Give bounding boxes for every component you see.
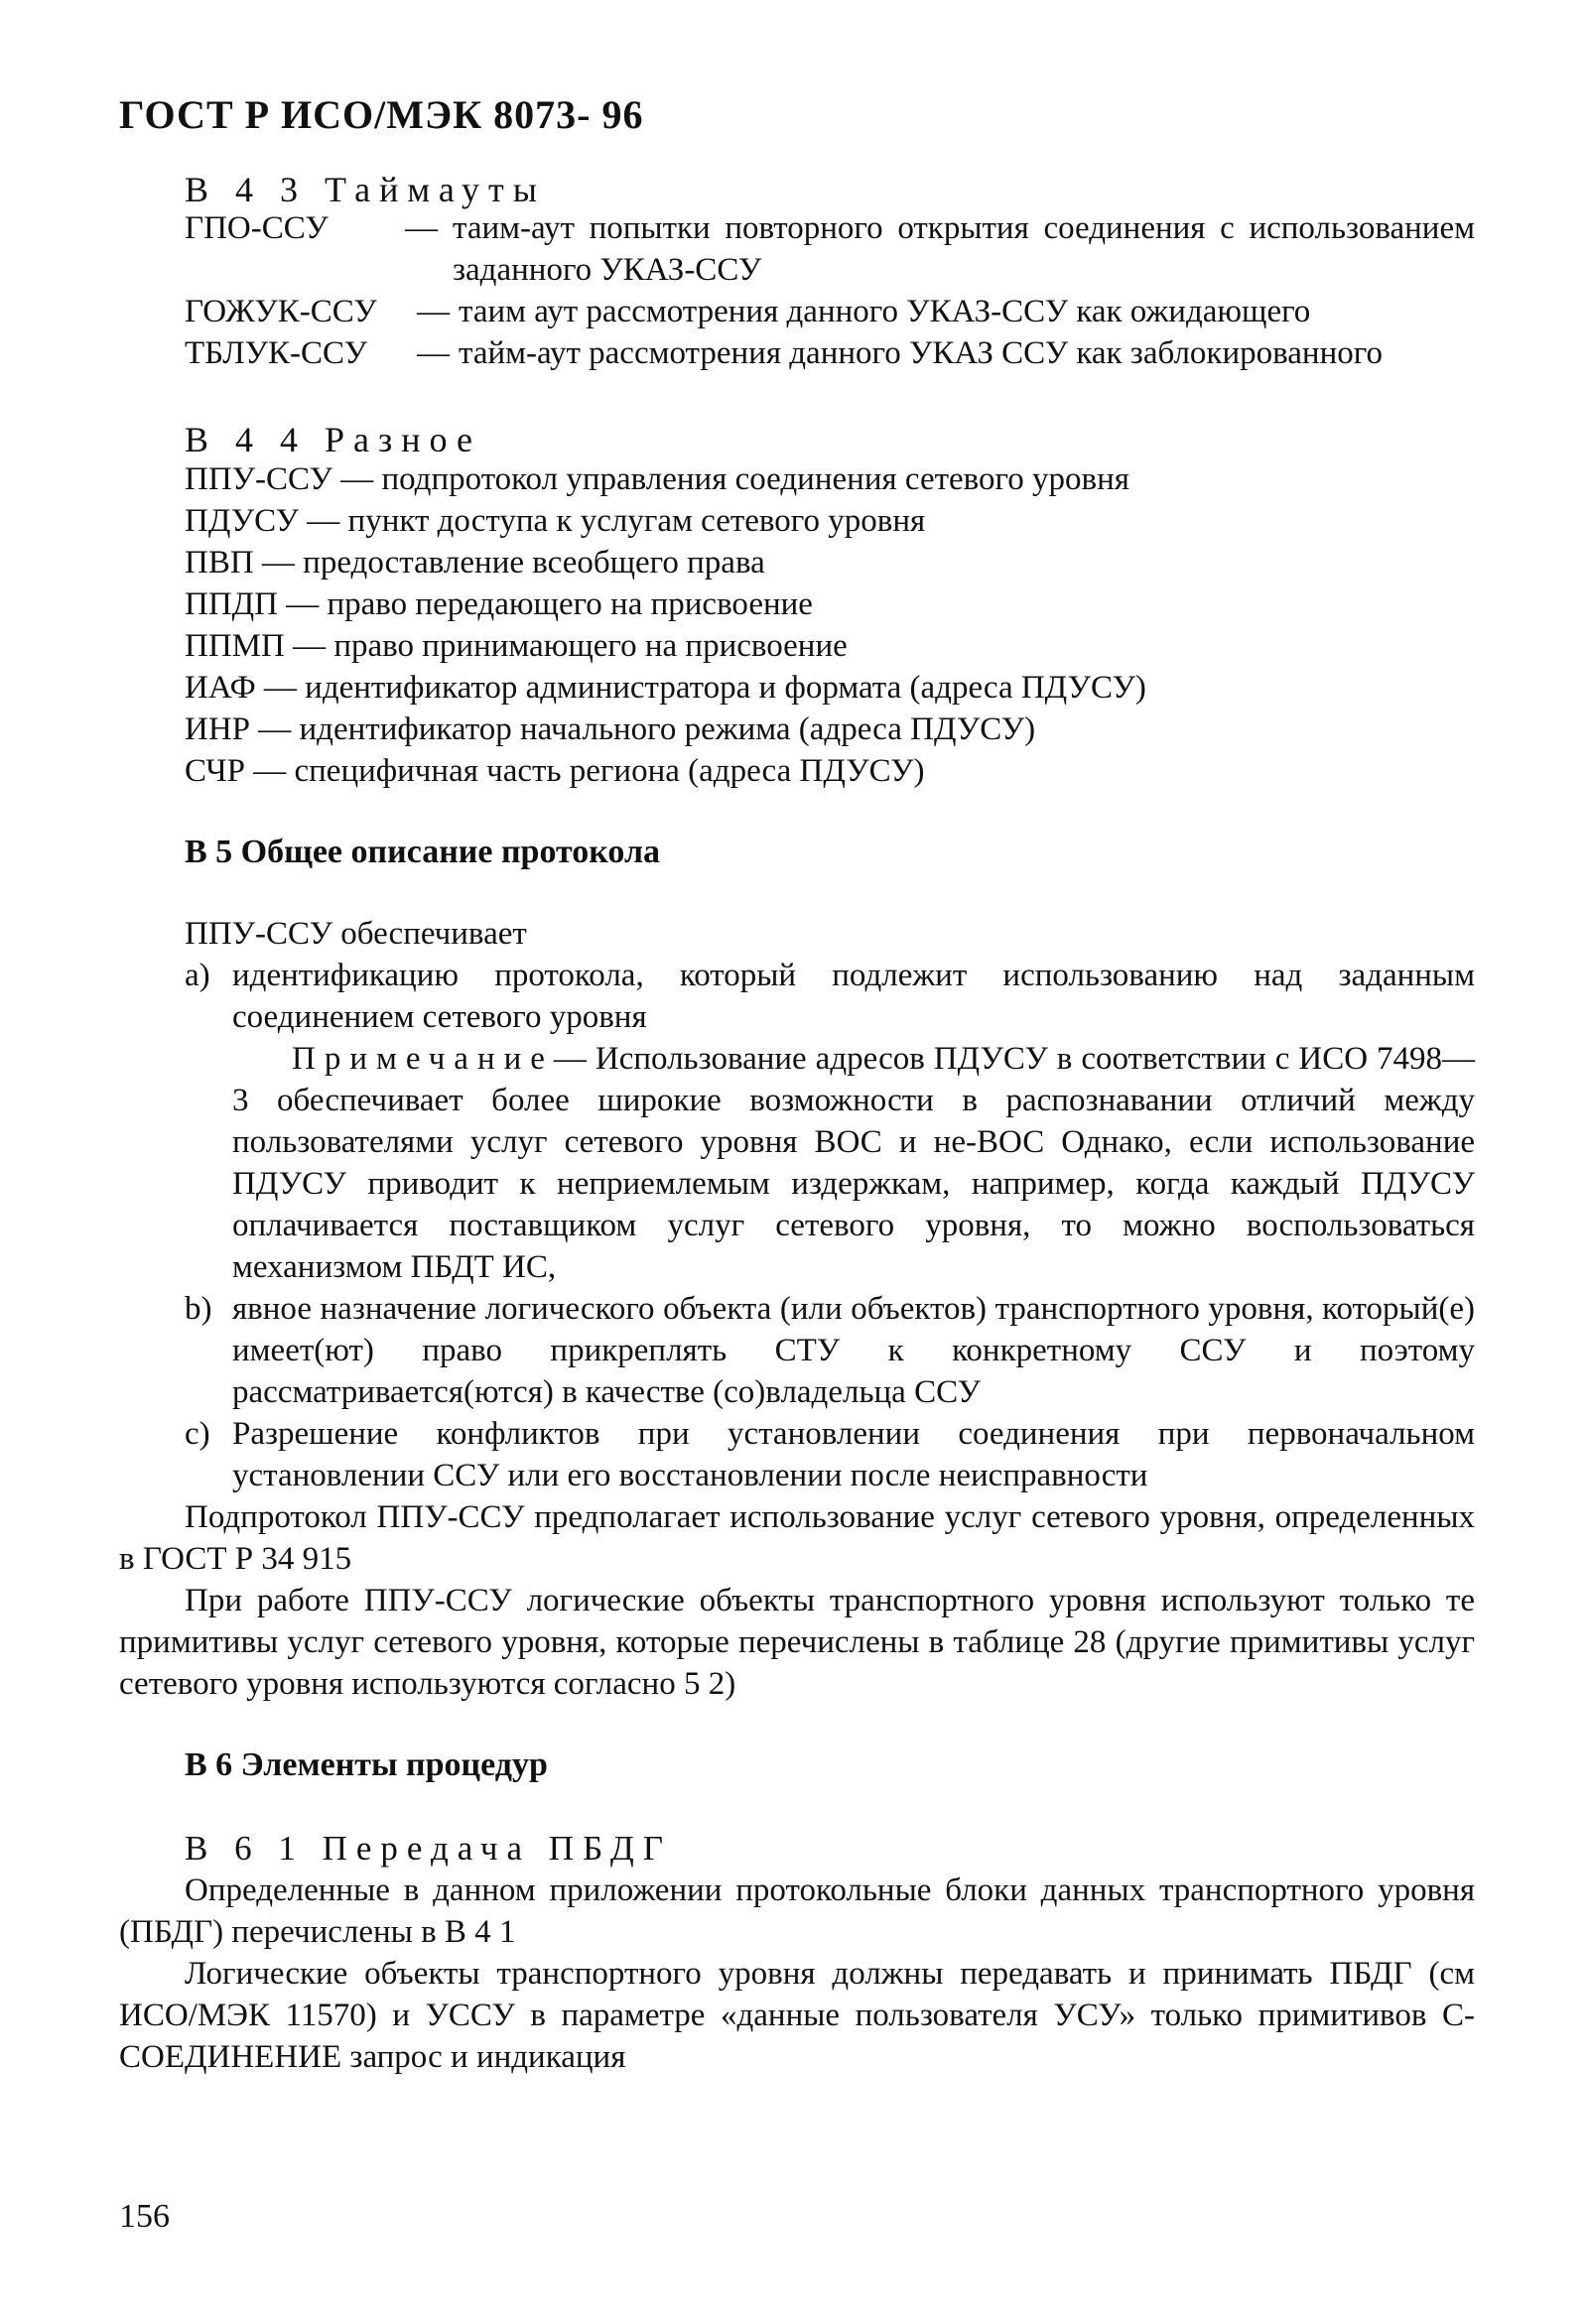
- section-b43-heading: В 4 3 Таймауты: [185, 170, 546, 209]
- b5-intro: ППУ-ССУ обеспечивает: [185, 916, 527, 952]
- note-text: — Использование адресов ПДУСУ в соответствии с ИСО 7498—3 обеспечивает более широкие возможности в распознавании отличий между пользователями услуг сетевого уровня ВОС и не-ВОС Однако, если использование ПДУСУ приводит к неприемлемым издержкам, например, когда каждый ПДУСУ оплачивается поставщиком услуг сетевого уровня, то можно воспользоваться механизмом ПБДТ ИС,: [232, 1041, 1475, 1285]
- dash: —: [417, 294, 450, 329]
- dash: —: [417, 335, 450, 371]
- section-b6-heading: В 6 Элементы процедур: [185, 1746, 548, 1783]
- note-block: [232, 1038, 1475, 1288]
- list-item: ППУ-ССУ — подпротокол управления соединения сетевого уровня: [185, 461, 1129, 497]
- section-b5-heading: В 5 Общее описание протокола: [185, 834, 661, 870]
- b5-paragraph-2: При работе ППУ-ССУ логические объекты транспортного уровня используют только те примитивы услуг сетевого уровня, которые перечислены в таблице 28 (другие примитивы услуг сетевого уровня используются согласно 5 2): [119, 1583, 1475, 1702]
- dash: —: [405, 210, 438, 246]
- list-item: ППМП — право принимающего на присвоение: [185, 628, 848, 664]
- list-item: ИНР — идентификатор начального режима (адреса ПДУСУ): [185, 711, 1036, 747]
- def-gpo-ssu: таим-аут попытки повторного открытия соединения с использованием заданного УКАЗ-ССУ: [453, 210, 1475, 288]
- item-b-marker: b): [185, 1291, 212, 1327]
- section-b61-heading: В 6 1 Передача ПБДГ: [185, 1829, 672, 1868]
- abbr-gpo-ssu: ГПО-ССУ: [185, 210, 329, 246]
- def-gozhuk-ssu: таим аут рассмотрения данного УКАЗ-ССУ как ожидающего: [459, 294, 1311, 329]
- page-number: 156: [119, 2198, 170, 2235]
- abbr-gozhuk-ssu: ГОЖУК-ССУ: [185, 294, 377, 329]
- list-item: ПДУСУ — пункт доступа к услугам сетевого уровня: [185, 503, 926, 539]
- b6-paragraph-2: Логические объекты транспортного уровня должны передавать и принимать ПБДГ (см ИСО/МЭК 11570) и УССУ в параметре «данные пользователя УСУ» только примитивов С-СОЕДИНЕНИЕ запрос и индикация: [119, 1956, 1475, 2075]
- item-c-marker: с): [185, 1416, 210, 1452]
- list-item: СЧР — специфичная часть региона (адреса ПДУСУ): [185, 753, 925, 789]
- abbr-tbluk-ssu: ТБЛУК-ССУ: [185, 335, 367, 371]
- b5-paragraph-1: Подпротокол ППУ-ССУ предполагает использование услуг сетевого уровня, определенных в ГОСТ Р 34 915: [119, 1499, 1475, 1577]
- list-item: ППДП — право передающего на присвоение: [185, 586, 813, 622]
- item-a-marker: а): [185, 958, 210, 993]
- def-tbluk-ssu: тайм-аут рассмотрения данного УКАЗ ССУ как заблокированного: [459, 335, 1383, 371]
- section-b44-heading: В 4 4 Разное: [185, 420, 481, 459]
- list-item: ИАФ — идентификатор администратора и формата (адреса ПДУСУ): [185, 670, 1146, 706]
- note-label: Примечание: [292, 1041, 554, 1077]
- list-item: ПВП — предоставление всеобщего права: [185, 545, 765, 581]
- item-b-text: явное назначение логического объекта (или объектов) транспортного уровня, который(е) имеет(ют) право прикреплять СТУ к конкретному ССУ и поэтому рассматривается(ются) в качестве (со)владельца ССУ: [232, 1291, 1475, 1410]
- item-c-text: Разрешение конфликтов при установлении соединения при первоначальном установлении ССУ или его восстановлении после неисправности: [232, 1416, 1475, 1493]
- b6-paragraph-1: Определенные в данном приложении протокольные блоки данных транспортного уровня (ПБДГ) перечислены в В 4 1: [119, 1872, 1475, 1950]
- page-header: ГОСТ Р ИСО/МЭК 8073- 96: [119, 92, 644, 137]
- item-a-text: идентификацию протокола, который подлежит использованию над заданным соединением сетевого уровня: [232, 958, 1475, 1035]
